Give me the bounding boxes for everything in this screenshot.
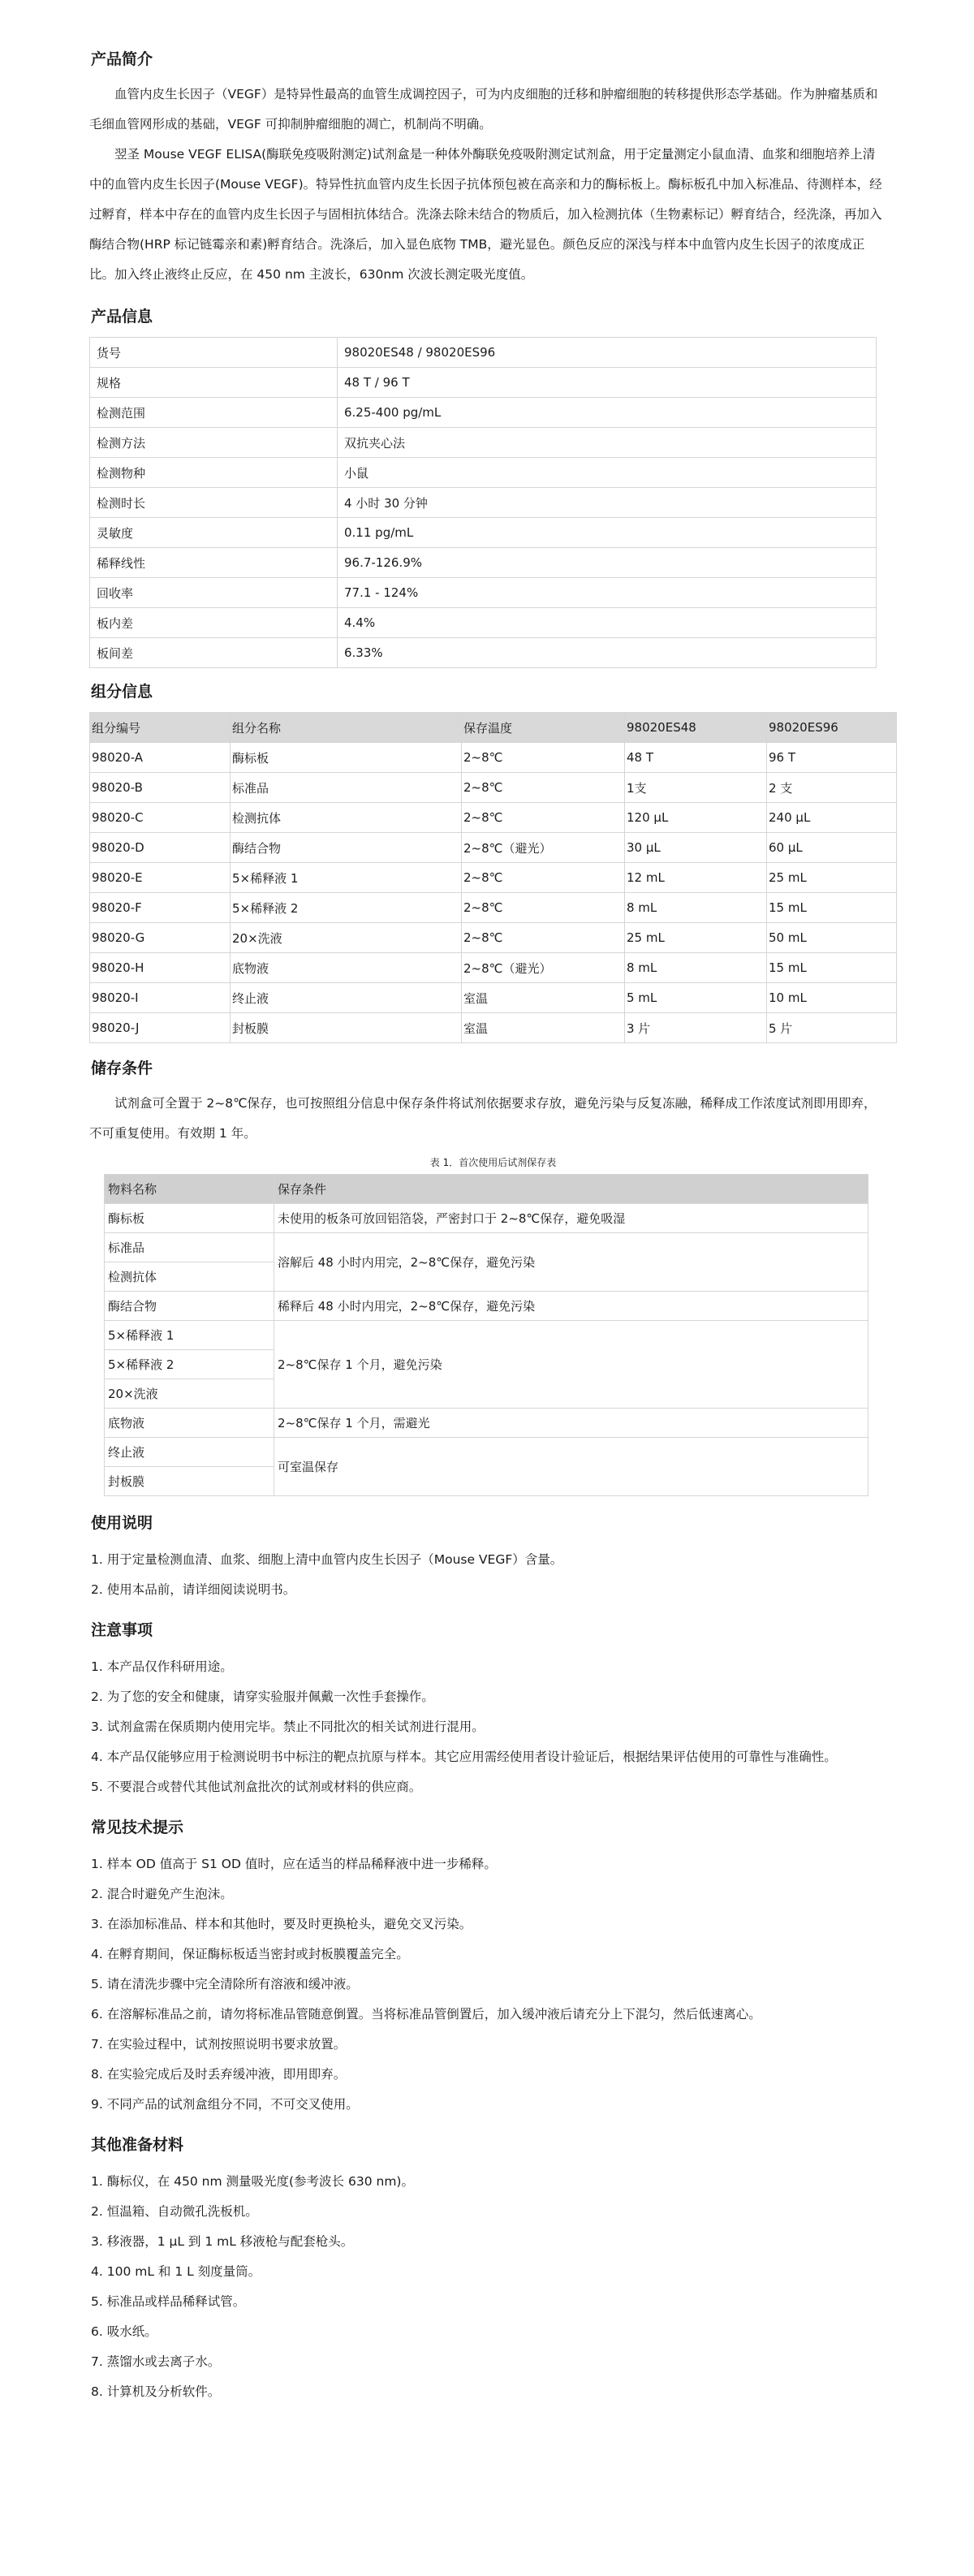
material-name: 终止液 — [105, 1438, 274, 1467]
storage-title: 储存条件 — [91, 1059, 153, 1077]
cell: 底物液 — [231, 953, 462, 983]
cell: 2~8℃ — [462, 863, 625, 893]
list-item: 1. 用于定量检测血清、血浆、细胞上清中血管内皮生长因子（Mouse VEGF）含量。 — [91, 1552, 563, 1567]
info-key: 检测物种 — [90, 458, 338, 488]
info-value: 98020ES48 / 98020ES96 — [338, 338, 877, 368]
list-item: 5. 请在清洗步骤中完全清除所有溶液和缓冲液。 — [91, 1977, 359, 1991]
cell: 98020-F — [90, 893, 231, 923]
storage-condition: 稀释后 48 小时内用完，2~8℃保存，避免污染 — [274, 1292, 868, 1321]
cell: 25 mL — [625, 923, 767, 953]
list-item: 7. 蒸馏水或去离子水。 — [91, 2354, 221, 2369]
cell: 2~8℃（避光） — [462, 953, 625, 983]
table-row — [90, 578, 877, 608]
info-key: 货号 — [90, 338, 338, 368]
cell: 96 T — [767, 743, 897, 773]
column-header: 物料名称 — [105, 1175, 274, 1204]
materials-title: 其他准备材料 — [91, 2136, 184, 2154]
cell: 98020-C — [90, 803, 231, 833]
column-header: 组分编号 — [90, 713, 231, 743]
cell: 60 μL — [767, 833, 897, 863]
list-item: 3. 试剂盒需在保质期内使用完毕。禁止不同批次的相关试剂进行混用。 — [91, 1719, 485, 1734]
list-item: 4. 100 mL 和 1 L 刻度量筒。 — [91, 2264, 261, 2279]
cell: 98020-A — [90, 743, 231, 773]
list-item: 6. 在溶解标准品之前，请勿将标准品管随意倒置。当将标准品管倒置后，加入缓冲液后请充分上下混匀，然后低速离心。 — [91, 2007, 761, 2022]
table-row — [105, 1321, 868, 1350]
tips-list — [89, 1849, 885, 2120]
cell: 98020-I — [90, 983, 231, 1013]
storage-paragraph: 试剂盒可全置于 2~8℃保存，也可按照组分信息中保存条件将试剂依据要求存放，避免污染与反复冻融，稀释成工作浓度试剂即用即弃，不可重复使用。有效期 1 年。 — [89, 1096, 877, 1141]
table-row — [90, 338, 877, 368]
notes-section — [89, 1620, 885, 1802]
list-item: 1. 样本 OD 值高于 S1 OD 值时，应在适当的样品稀释液中进一步稀释。 — [91, 1857, 497, 1871]
list-item: 3. 在添加标准品、样本和其他时，要及时更换枪头，避免交叉污染。 — [91, 1917, 472, 1931]
info-key: 板间差 — [90, 638, 338, 668]
storage-condition: 可室温保存 — [274, 1438, 868, 1496]
cell: 10 mL — [767, 983, 897, 1013]
list-item: 8. 在实验完成后及时丢弃缓冲液，即用即弃。 — [91, 2067, 347, 2082]
info-value: 0.11 pg/mL — [338, 518, 877, 548]
cell: 封板膜 — [231, 1013, 462, 1043]
table-row — [105, 1233, 868, 1262]
cell: 5 mL — [625, 983, 767, 1013]
info-value: 小鼠 — [338, 458, 877, 488]
column-header: 保存温度 — [462, 713, 625, 743]
material-name: 标准品 — [105, 1233, 274, 1262]
table-caption: 表 1．首次使用后试剂保存表 — [429, 1157, 557, 1168]
info-key: 检测方法 — [90, 428, 338, 458]
storage-section — [89, 1058, 885, 1496]
info-key: 检测时长 — [90, 488, 338, 518]
table-row — [90, 518, 877, 548]
usage-section — [89, 1512, 885, 1605]
cell: 5 片 — [767, 1013, 897, 1043]
cell: 8 mL — [625, 953, 767, 983]
list-item: 1. 酶标仪，在 450 nm 测量吸光度(参考波长 630 nm)。 — [91, 2174, 414, 2189]
components-table — [89, 712, 897, 1043]
material-name: 酶结合物 — [105, 1292, 274, 1321]
list-item: 2. 使用本品前，请详细阅读说明书。 — [91, 1582, 296, 1597]
list-item: 2. 为了您的安全和健康，请穿实验服并佩戴一次性手套操作。 — [91, 1689, 434, 1704]
info-value: 4 小时 30 分钟 — [338, 488, 877, 518]
cell: 2~8℃ — [462, 773, 625, 803]
intro-section — [89, 49, 885, 290]
info-value: 6.33% — [338, 638, 877, 668]
info-section — [89, 306, 885, 668]
table-row — [90, 803, 897, 833]
list-item: 4. 在孵育期间，保证酶标板适当密封或封板膜覆盖完全。 — [91, 1947, 409, 1961]
cell: 30 μL — [625, 833, 767, 863]
product-info-table — [89, 337, 877, 668]
cell: 98020-D — [90, 833, 231, 863]
list-item: 4. 本产品仅能够应用于检测说明书中标注的靶点抗原与样本。其它应用需经使用者设计验证后，根据结果评估使用的可靠性与准确性。 — [91, 1750, 837, 1764]
table-row — [90, 638, 877, 668]
intro-title: 产品简介 — [91, 50, 153, 68]
cell: 25 mL — [767, 863, 897, 893]
cell: 98020-J — [90, 1013, 231, 1043]
cell: 2~8℃ — [462, 893, 625, 923]
table-header-row — [90, 713, 897, 743]
info-value: 77.1 - 124% — [338, 578, 877, 608]
storage-table — [104, 1174, 868, 1496]
column-header: 98020ES48 — [625, 713, 767, 743]
table-row — [90, 398, 877, 428]
cell: 1支 — [625, 773, 767, 803]
list-item: 1. 本产品仅作科研用途。 — [91, 1659, 233, 1674]
cell: 98020-G — [90, 923, 231, 953]
list-item: 9. 不同产品的试剂盒组分不同，不可交叉使用。 — [91, 2097, 359, 2112]
cell: 5×稀释液 1 — [231, 863, 462, 893]
cell: 室温 — [462, 983, 625, 1013]
cell: 15 mL — [767, 893, 897, 923]
intro-paragraph-2: 翌圣 Mouse VEGF ELISA(酶联免疫吸附测定)试剂盒是一种体外酶联免疫吸附测定试剂盒，用于定量测定小鼠血清、血浆和细胞培养上清中的血管内皮生长因子(Mouse VEGF)。特异性抗血管内皮生长因子抗体预包被在高亲和力的酶标板上。酶标板孔中加入标准品、待测样本，经过孵育，样本中存在的血管内皮生长因子与固相抗体结合。洗涤去除未结合的物质后，加入检测抗体（生物素标记）孵育结合，经洗涤，再加入酶结合物(HRP 标记链霉亲和素)孵育结合。洗涤后，加入显色底物 TMB，避光显色。颜色反应的深浅与样本中血管内皮生长因子的浓度成正比。加入终止液终止反应，在 450 nm 主波长，630nm 次波长测定吸光度值。 — [89, 147, 882, 282]
tips-title: 常见技术提示 — [91, 1819, 184, 1836]
info-value: 双抗夹心法 — [338, 428, 877, 458]
table-row — [90, 743, 897, 773]
storage-condition: 2~8℃保存 1 个月，避免污染 — [274, 1321, 868, 1409]
material-name: 检测抗体 — [105, 1262, 274, 1292]
cell: 98020-H — [90, 953, 231, 983]
cell: 室温 — [462, 1013, 625, 1043]
materials-list — [89, 2167, 885, 2407]
table-row — [90, 953, 897, 983]
storage-condition: 未使用的板条可放回铝箔袋，严密封口于 2~8℃保存，避免吸湿 — [274, 1204, 868, 1233]
list-item: 5. 标准品或样品稀释试管。 — [91, 2294, 246, 2309]
table-row — [90, 983, 897, 1013]
cell: 酶结合物 — [231, 833, 462, 863]
column-header: 98020ES96 — [767, 713, 897, 743]
cell: 酶标板 — [231, 743, 462, 773]
material-name: 酶标板 — [105, 1204, 274, 1233]
material-name: 20×洗液 — [105, 1379, 274, 1409]
info-value: 96.7-126.9% — [338, 548, 877, 578]
intro-paragraph-1: 血管内皮生长因子（VEGF）是特异性最高的血管生成调控因子，可为内皮细胞的迁移和肿瘤细胞的转移提供形态学基础。作为肿瘤基质和毛细血管网形成的基础，VEGF 可抑制肿瘤细胞的凋亡，机制尚不明确。 — [89, 87, 878, 132]
list-item: 2. 恒温箱、自动微孔洗板机。 — [91, 2204, 258, 2219]
table-row — [90, 923, 897, 953]
notes-title: 注意事项 — [91, 1621, 153, 1639]
components-title: 组分信息 — [91, 683, 153, 701]
cell: 98020-E — [90, 863, 231, 893]
list-item: 3. 移液器，1 μL 到 1 mL 移液枪与配套枪头。 — [91, 2234, 354, 2249]
cell: 终止液 — [231, 983, 462, 1013]
list-item: 2. 混合时避免产生泡沫。 — [91, 1887, 233, 1901]
table-row — [90, 773, 897, 803]
info-value: 4.4% — [338, 608, 877, 638]
cell: 120 μL — [625, 803, 767, 833]
info-value: 6.25-400 pg/mL — [338, 398, 877, 428]
table-row — [105, 1204, 868, 1233]
cell: 2~8℃ — [462, 743, 625, 773]
cell: 2~8℃ — [462, 923, 625, 953]
table-row — [90, 833, 897, 863]
info-key: 稀释线性 — [90, 548, 338, 578]
table-row — [90, 548, 877, 578]
cell: 240 μL — [767, 803, 897, 833]
table-row — [90, 863, 897, 893]
cell: 8 mL — [625, 893, 767, 923]
cell: 12 mL — [625, 863, 767, 893]
info-key: 检测范围 — [90, 398, 338, 428]
cell: 48 T — [625, 743, 767, 773]
material-name: 底物液 — [105, 1409, 274, 1438]
info-key: 规格 — [90, 368, 338, 398]
tips-section — [89, 1817, 885, 2120]
material-name: 5×稀释液 2 — [105, 1350, 274, 1379]
cell: 3 片 — [625, 1013, 767, 1043]
storage-condition: 溶解后 48 小时内用完，2~8℃保存，避免污染 — [274, 1233, 868, 1292]
list-item: 7. 在实验过程中，试剂按照说明书要求放置。 — [91, 2037, 347, 2052]
column-header: 保存条件 — [274, 1175, 868, 1204]
cell: 标准品 — [231, 773, 462, 803]
table-row — [105, 1409, 868, 1438]
cell: 5×稀释液 2 — [231, 893, 462, 923]
list-item: 8. 计算机及分析软件。 — [91, 2384, 221, 2399]
materials-section — [89, 2134, 885, 2407]
table-header-row — [105, 1175, 868, 1204]
table-row — [90, 893, 897, 923]
usage-title: 使用说明 — [91, 1514, 153, 1532]
table-row — [105, 1292, 868, 1321]
notes-list — [89, 1652, 885, 1802]
cell: 2~8℃ — [462, 803, 625, 833]
usage-list — [89, 1545, 885, 1605]
column-header: 组分名称 — [231, 713, 462, 743]
cell: 2~8℃（避光） — [462, 833, 625, 863]
storage-condition: 2~8℃保存 1 个月，需避光 — [274, 1409, 868, 1438]
cell: 98020-B — [90, 773, 231, 803]
cell: 15 mL — [767, 953, 897, 983]
list-item: 5. 不要混合或替代其他试剂盒批次的试剂或材料的供应商。 — [91, 1780, 422, 1794]
table-row — [90, 608, 877, 638]
list-item: 6. 吸水纸。 — [91, 2324, 157, 2339]
info-value: 48 T / 96 T — [338, 368, 877, 398]
info-key: 灵敏度 — [90, 518, 338, 548]
table-row — [90, 488, 877, 518]
cell: 20×洗液 — [231, 923, 462, 953]
table-row — [90, 428, 877, 458]
table-row — [90, 368, 877, 398]
material-name: 封板膜 — [105, 1467, 274, 1496]
info-title: 产品信息 — [91, 308, 153, 326]
components-section — [89, 681, 885, 1043]
cell: 2 支 — [767, 773, 897, 803]
info-key: 回收率 — [90, 578, 338, 608]
cell: 50 mL — [767, 923, 897, 953]
table-row — [105, 1438, 868, 1467]
table-row — [90, 458, 877, 488]
table-row — [90, 1013, 897, 1043]
material-name: 5×稀释液 1 — [105, 1321, 274, 1350]
cell: 检测抗体 — [231, 803, 462, 833]
info-key: 板内差 — [90, 608, 338, 638]
